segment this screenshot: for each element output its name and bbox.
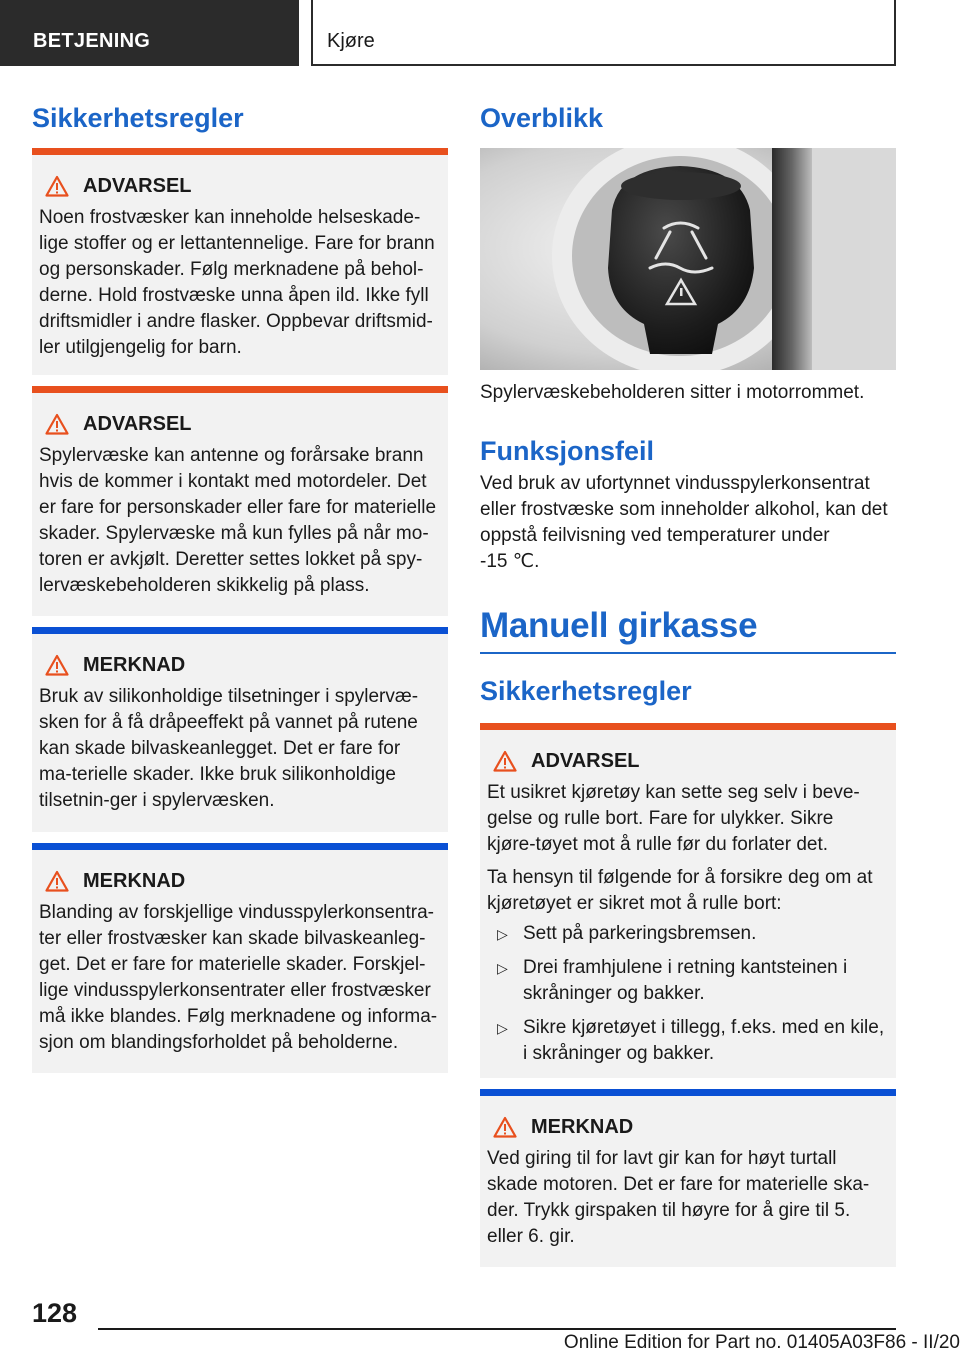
- note-box-1: [32, 627, 448, 832]
- box-title: ADVARSEL: [45, 411, 438, 437]
- warning-icon: [45, 654, 69, 676]
- gearbox-note-box: [480, 1089, 896, 1267]
- heading-rule: [480, 652, 896, 654]
- malfunction-text: Ved bruk av ufortynnet vindusspylerkonsentrat eller frostvæske som inneholder alkohol, kan det oppstå feilvisning ved temperaturer under: [480, 473, 888, 546]
- warning-icon: [45, 413, 69, 435]
- note-bar: [32, 627, 448, 634]
- box-title: MERKNAD: [45, 868, 438, 894]
- safety-heading: Sikkerhetsregler: [32, 103, 244, 133]
- section-label: BETJENING: [0, 0, 299, 66]
- box-title: ADVARSEL: [45, 173, 438, 199]
- box-text: Ta hensyn til følgende for å forsikre deg om at kjøretøyet er sikret mot å rulle bort:: [487, 867, 873, 914]
- box-title: ADVARSEL: [493, 748, 886, 774]
- malfunction-heading: Funksjonsfeil: [480, 436, 655, 466]
- page-number: 128: [32, 1298, 78, 1328]
- edition-note: Online Edition for Part no. 01405A03F86 - II/20: [563, 1332, 960, 1353]
- malfunction-temp: -15 ℃.: [480, 551, 540, 572]
- washer-reservoir-photo: [480, 148, 896, 370]
- gearbox-safety-heading: Sikkerhetsregler: [480, 676, 692, 706]
- gearbox-warning-box: [480, 723, 896, 1078]
- washer-cap-illustration: [480, 148, 896, 370]
- left-column: [32, 100, 448, 1073]
- warning-box-2: [32, 386, 448, 616]
- list-item: ▷ Drei framhjulene i retning kantsteinen i skråninger og bakker.: [487, 955, 886, 1007]
- box-title: MERKNAD: [493, 1114, 886, 1140]
- warning-bar: [480, 723, 896, 730]
- note-box-2: [32, 843, 448, 1073]
- box-text: Bruk av silikonholdige tilsetninger i spylervæ-sken for å få dråpeeffekt på vannet på rutene kan skade bilvaskeanlegget. Det er fare for ma-terielle skader. Ikke bruk silikonholdige tilsetnin-ger i spylervæsken.: [39, 686, 419, 811]
- warning-icon: [493, 1116, 517, 1138]
- note-bar: [480, 1089, 896, 1096]
- warning-icon: [45, 870, 69, 892]
- box-text: Et usikret kjøretøy kan sette seg selv i beve-gelse og rulle bort. Fare for ulykker. Sikre kjøre-tøyet mot å rulle før du forlater det.: [487, 782, 860, 855]
- warning-bar: [32, 386, 448, 393]
- box-text: Spylervæske kan antenne og forårsake brann hvis de kommer i kontakt med motordeler. Det er fare for personskader eller fare for materielle skader. Spylervæske må kun fylles på når mo-toren er avkjølt. Deretter settes lokket på spy-lervæskebeholderen skikkelig på plass.: [39, 445, 437, 596]
- warning-icon: [493, 750, 517, 772]
- warning-box-1: [32, 148, 448, 375]
- steps-list: [487, 921, 886, 1067]
- box-text: Ved giring til for lavt gir kan for høyt turtall skade motoren. Det er fare for materielle ska-der. Trykk girspaken til høyre for å gire til 5. eller 6. gir.: [487, 1148, 870, 1247]
- box-text: Blanding av forskjellige vindusspylerkonsentra-ter eller frostvæsker kan skade bilvaskeanleg-get. Det er fare for materielle skader. Forskjel-lige vindusspylerkonsentrater eller frostvæsker må ikke blandes. Følg merknadene og informa-sjon om blandingsforholdet på beholderne.: [39, 902, 438, 1053]
- warning-bar: [32, 148, 448, 155]
- list-item: ▷ Sikre kjøretøyet i tillegg, f.eks. med en kile, i skråninger og bakker.: [487, 1015, 886, 1067]
- right-column: [480, 100, 896, 1267]
- note-bar: [32, 843, 448, 850]
- list-item: ▷ Sett på parkeringsbremsen.: [487, 921, 886, 947]
- page-header: [0, 0, 960, 66]
- photo-caption: Spylervæskebeholderen sitter i motorrommet.: [480, 382, 865, 403]
- chapter-label: Kjøre: [311, 0, 896, 66]
- overview-heading: Overblikk: [480, 103, 604, 133]
- gearbox-heading: Manuell girkasse: [480, 606, 758, 645]
- box-title: MERKNAD: [45, 652, 438, 678]
- box-text: Noen frostvæsker kan inneholde helseskade-lige stoffer og er lettantennelige. Fare for brann og personskader. Følg merknadene på behol-derne. Hold frostvæske unna åpen ild. Ikke fyll driftsmidler i andre flasker. Oppbevar driftsmid-ler utilgjengelig for barn.: [39, 207, 435, 358]
- warning-icon: [45, 175, 69, 197]
- footer-rule: [98, 1328, 896, 1330]
